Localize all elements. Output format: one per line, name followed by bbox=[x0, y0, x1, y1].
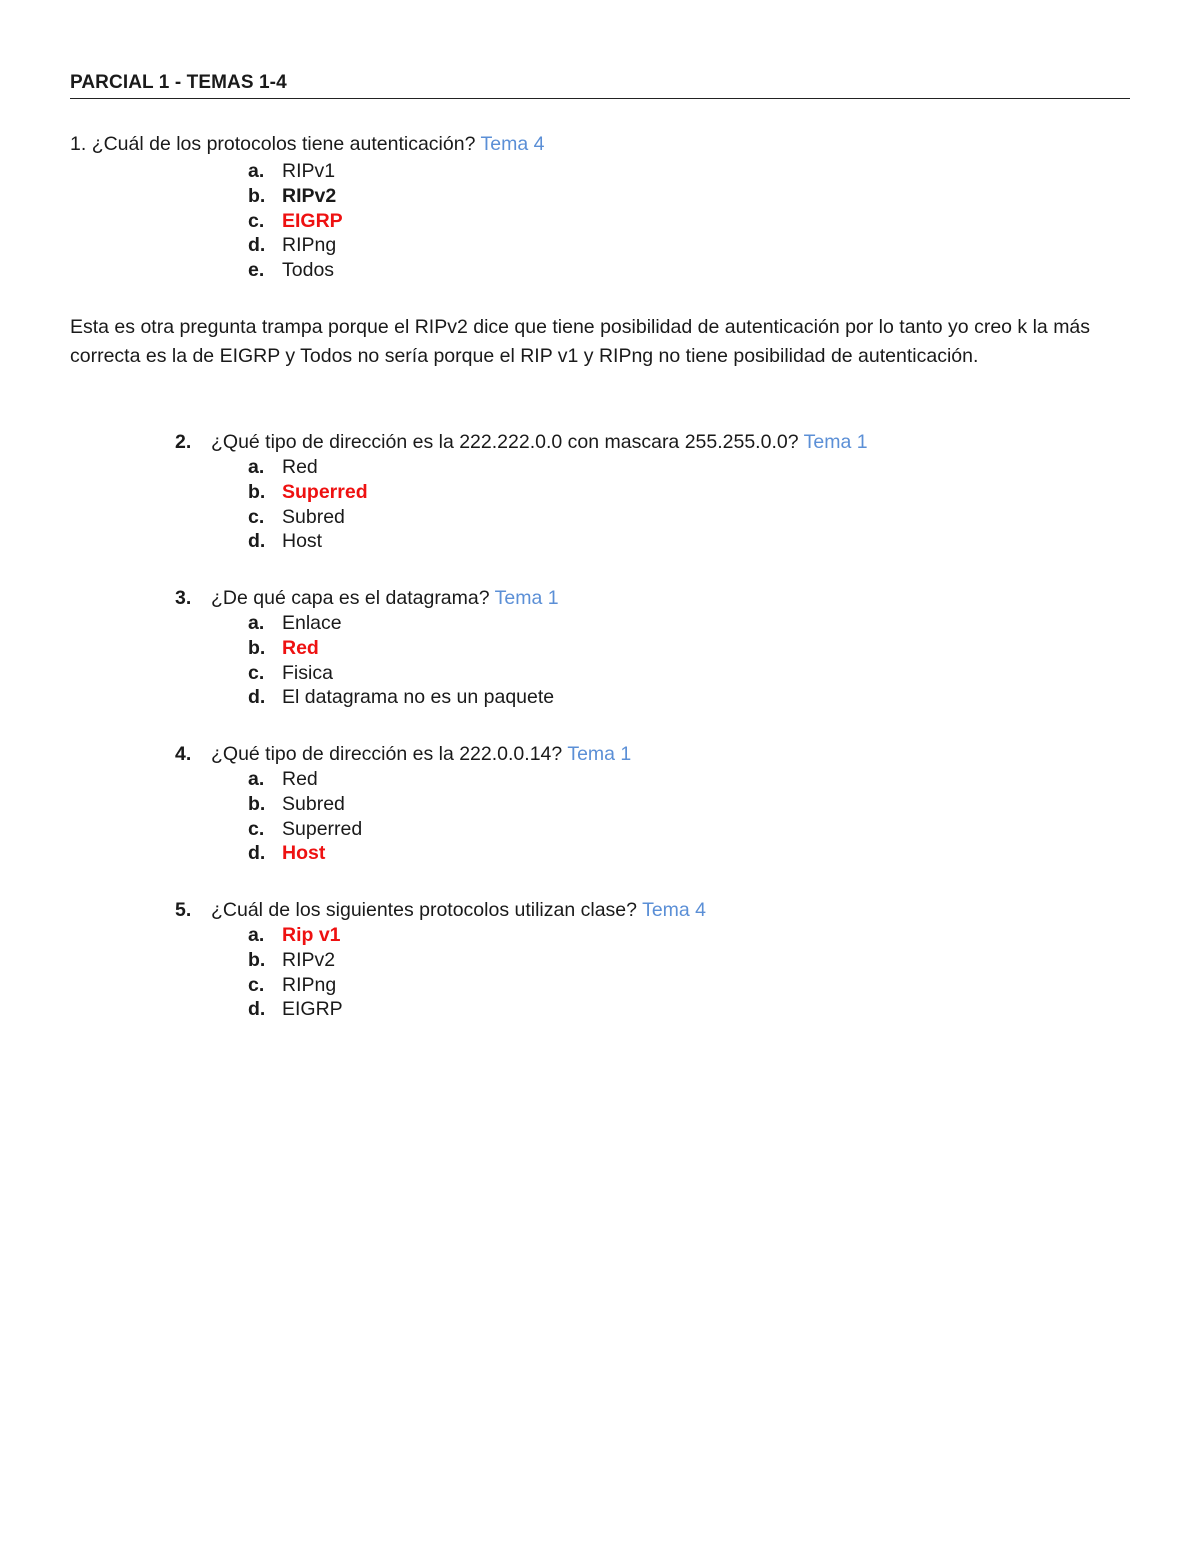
option-b bbox=[248, 948, 343, 973]
option-a bbox=[248, 611, 554, 636]
tema-label: Tema 1 bbox=[494, 587, 559, 609]
option-b bbox=[248, 636, 554, 661]
option-text: RIPv2 bbox=[282, 948, 336, 971]
option-c bbox=[248, 817, 362, 842]
question-text: ¿Qué tipo de dirección es la 222.0.0.14? bbox=[211, 743, 563, 765]
option-letter: a. bbox=[248, 160, 265, 182]
title-underline bbox=[70, 98, 1130, 99]
question-text: ¿De qué capa es el datagrama? bbox=[211, 587, 490, 609]
option-text: Red bbox=[282, 768, 318, 790]
option-text: RIPv2 bbox=[282, 184, 337, 207]
option-text: RIPng bbox=[282, 234, 337, 257]
correct-answer: Rip v1 bbox=[282, 924, 341, 946]
option-text: EIGRP bbox=[282, 998, 343, 1021]
option-text: Fisica bbox=[282, 661, 333, 684]
option-letter: d. bbox=[248, 686, 266, 709]
option-text: El datagrama no es un paquete bbox=[282, 686, 555, 709]
question-text: ¿Cuál de los protocolos tiene autenticación? bbox=[91, 133, 476, 155]
option-letter: c. bbox=[248, 817, 265, 840]
option-text: RIPng bbox=[282, 973, 337, 996]
question-number: 4. bbox=[175, 743, 192, 765]
option-letter: b. bbox=[248, 480, 266, 503]
correct-answer: Red bbox=[282, 636, 319, 659]
question-text: ¿Qué tipo de dirección es la 222.222.0.0 con mascara 255.255.0.0? bbox=[211, 431, 799, 453]
document-title: PARCIAL 1 - TEMAS 1-4 bbox=[70, 72, 287, 93]
question-5 bbox=[175, 898, 706, 922]
question-number: 1. bbox=[70, 133, 87, 155]
question-3-options bbox=[248, 611, 554, 710]
option-e bbox=[248, 258, 343, 283]
option-a bbox=[248, 159, 343, 184]
option-letter: c. bbox=[248, 505, 265, 528]
option-d bbox=[248, 233, 343, 258]
option-letter: c. bbox=[248, 661, 265, 684]
option-a bbox=[248, 767, 362, 792]
option-c bbox=[248, 973, 343, 998]
question-number: 5. bbox=[175, 899, 192, 921]
option-text: Superred bbox=[282, 817, 363, 840]
question-1 bbox=[70, 132, 544, 156]
question-2 bbox=[175, 430, 868, 454]
option-letter: c. bbox=[248, 209, 265, 232]
option-b bbox=[248, 792, 362, 817]
option-b bbox=[248, 480, 368, 505]
option-letter: d. bbox=[248, 998, 266, 1021]
option-letter: a. bbox=[248, 612, 265, 634]
option-letter: b. bbox=[248, 792, 266, 815]
tema-label: Tema 4 bbox=[480, 133, 545, 155]
option-letter: d. bbox=[248, 530, 266, 553]
tema-label: Tema 1 bbox=[803, 431, 868, 453]
explanation-note: Esta es otra pregunta trampa porque el RIPv2 dice que tiene posibilidad de autenticación por lo tanto yo creo k la más correcta es la de EIGRP y Todos no sería porque el RIP v1 y RIPng no tiene posibilidad de autenticación. bbox=[70, 316, 1091, 367]
option-letter: b. bbox=[248, 184, 266, 207]
option-text: RIPv1 bbox=[282, 160, 336, 182]
option-a bbox=[248, 923, 343, 948]
question-4-options bbox=[248, 767, 362, 866]
option-letter: a. bbox=[248, 456, 265, 478]
option-text: Subred bbox=[282, 792, 345, 815]
tema-label: Tema 4 bbox=[642, 899, 707, 921]
option-a bbox=[248, 455, 368, 480]
option-letter: d. bbox=[248, 842, 266, 865]
option-letter: e. bbox=[248, 259, 265, 282]
option-c bbox=[248, 505, 368, 530]
option-b bbox=[248, 184, 343, 209]
option-text: Subred bbox=[282, 505, 345, 528]
correct-answer: Superred bbox=[282, 480, 368, 503]
option-text: Host bbox=[282, 530, 323, 553]
option-letter: a. bbox=[248, 924, 265, 946]
question-2-options bbox=[248, 455, 368, 554]
option-text: Red bbox=[282, 456, 318, 478]
question-3 bbox=[175, 586, 559, 610]
option-d bbox=[248, 529, 368, 554]
option-letter: b. bbox=[248, 948, 266, 971]
option-letter: b. bbox=[248, 636, 266, 659]
correct-answer: EIGRP bbox=[282, 209, 343, 232]
question-5-options bbox=[248, 923, 343, 1022]
option-c bbox=[248, 209, 343, 234]
question-number: 2. bbox=[175, 431, 192, 453]
option-d bbox=[248, 841, 362, 866]
option-d bbox=[248, 685, 554, 710]
option-d bbox=[248, 997, 343, 1022]
option-letter: d. bbox=[248, 234, 266, 257]
question-number: 3. bbox=[175, 587, 192, 609]
correct-answer: Host bbox=[282, 842, 326, 865]
option-letter: c. bbox=[248, 973, 265, 996]
question-1-options bbox=[248, 159, 343, 283]
question-4 bbox=[175, 742, 631, 766]
option-c bbox=[248, 661, 554, 686]
option-text: Enlace bbox=[282, 612, 342, 634]
option-text: Todos bbox=[282, 259, 335, 282]
question-text: ¿Cuál de los siguientes protocolos utilizan clase? bbox=[211, 899, 637, 921]
tema-label: Tema 1 bbox=[567, 743, 632, 765]
option-letter: a. bbox=[248, 768, 265, 790]
